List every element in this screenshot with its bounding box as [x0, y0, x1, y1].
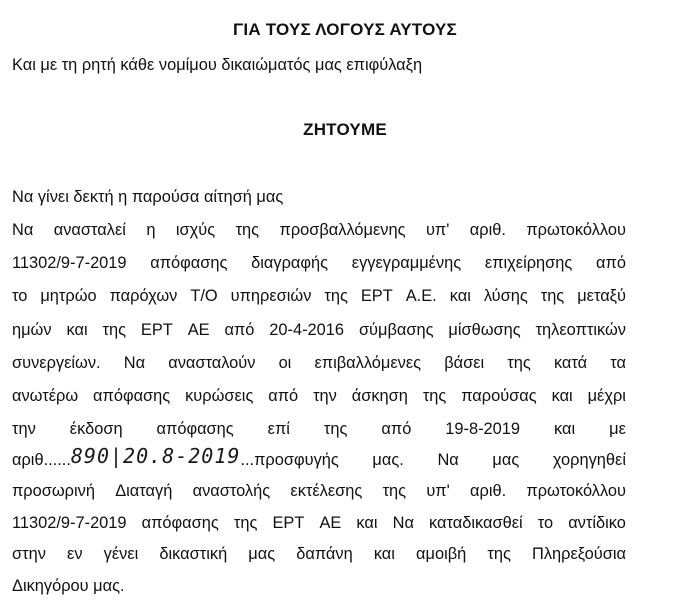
text-line — [12, 481, 626, 501]
word: ισχύς — [175, 221, 216, 239]
word: και — [373, 545, 395, 563]
word: αναστολής — [192, 482, 271, 500]
word: διαγραφής — [251, 254, 329, 273]
document-title: ΓΙΑ ΤΟΥΣ ΛΟΓΟΥΣ ΑΥΤΟΥΣ — [233, 20, 457, 39]
reservation-line: Και με τη ρητή κάθε νομίμου δικαιώματός μας επιφύλαξη — [12, 56, 423, 74]
text-line — [12, 386, 626, 406]
word: υπ' — [425, 221, 450, 239]
word: ανασταλεί — [53, 221, 126, 239]
word: δικαστική — [159, 545, 228, 563]
arith-prefix: αριθ — [12, 451, 44, 469]
word: εν — [67, 545, 83, 563]
word: της — [422, 387, 447, 405]
arith-word-1: μας. — [372, 451, 404, 469]
word: άσκηση — [351, 387, 408, 405]
word: ΕΡΤ — [140, 320, 173, 339]
word: 19-8-2019 — [445, 420, 521, 439]
word: επιχείρησης — [484, 254, 573, 273]
word: την — [12, 420, 36, 439]
word: της — [102, 320, 126, 339]
word: με — [609, 420, 626, 439]
word: υπ' — [426, 482, 450, 500]
word: μέχρι — [587, 387, 626, 405]
word: ΑΕ — [187, 320, 210, 339]
word: παρούσας — [461, 387, 537, 405]
arith-word-4: χορηγηθεί — [552, 451, 626, 469]
word: η — [146, 221, 156, 239]
text-line — [12, 286, 626, 306]
arith-segment — [12, 444, 339, 470]
word: υπηρεσιών — [230, 287, 312, 306]
word: πρωτοκόλλου — [526, 482, 626, 500]
word: γένει — [103, 545, 139, 563]
word: ημών — [12, 320, 52, 339]
word: της — [324, 287, 348, 306]
word: και — [551, 387, 573, 405]
word: επί — [267, 420, 290, 439]
word: απόφασης — [156, 420, 234, 439]
word: προσβαλλόμενης — [279, 221, 406, 239]
text-line — [12, 513, 626, 533]
word: εγγεγραμμένης — [351, 254, 462, 273]
word: της — [507, 353, 531, 372]
word: κατά — [553, 353, 588, 372]
word: από — [224, 320, 255, 339]
word: σύμβασης — [358, 320, 434, 339]
dots-after: ... — [240, 451, 255, 469]
word: στην — [12, 545, 46, 563]
word: Α.Ε. — [405, 287, 437, 306]
word: συνεργείων. — [12, 353, 101, 372]
word: κυρώσεις — [185, 387, 254, 405]
word: της — [233, 513, 258, 532]
word: και — [449, 287, 471, 306]
word: αμοιβή — [416, 545, 467, 563]
word: μας — [248, 545, 276, 563]
word: απόφασης — [150, 254, 228, 273]
word: ανωτέρω — [12, 387, 79, 405]
word: αριθ. — [470, 482, 507, 500]
word: της — [487, 545, 511, 563]
word: από — [596, 254, 626, 273]
word: Να — [12, 221, 34, 239]
word: ΕΡΤ — [360, 287, 393, 306]
word: λύσης — [483, 287, 528, 306]
word: τηλεοπτικών — [535, 320, 626, 339]
word: 11302/9-7-2019 — [12, 254, 127, 273]
word: οι — [278, 353, 292, 372]
word: και — [66, 320, 88, 339]
text-line — [12, 253, 626, 273]
word: το — [537, 513, 554, 532]
word: 20-4-2016 — [269, 320, 345, 339]
word: Να — [123, 353, 146, 372]
word: απόφασης — [141, 513, 219, 532]
word: πρωτοκόλλου — [526, 221, 626, 239]
word: επιβαλλόμενες — [314, 353, 422, 372]
word: βάσει — [444, 353, 485, 372]
word: Διαταγή — [115, 482, 173, 500]
word: της — [235, 221, 260, 239]
word: της — [382, 482, 407, 500]
word: μίσθωσης — [448, 320, 521, 339]
arith-word-3: μας — [492, 451, 520, 469]
text-line — [12, 320, 626, 340]
word: και — [554, 420, 576, 439]
section-heading: ΖΗΤΟΥΜΕ — [303, 120, 387, 139]
word: ανασταλούν — [168, 353, 256, 372]
word: της — [540, 287, 565, 306]
word: απόφασης — [93, 387, 171, 405]
word: προσωρινή — [12, 482, 95, 500]
word: Τ/Ο — [190, 287, 218, 306]
word: από — [268, 387, 299, 405]
arith-line — [12, 444, 626, 470]
word: έκδοση — [69, 420, 123, 439]
word: αριθ. — [469, 221, 506, 239]
arith-word-0: προσφυγής — [254, 451, 339, 469]
dots-before: ...... — [43, 451, 71, 469]
word: το — [12, 287, 28, 306]
text-line — [12, 544, 626, 564]
word: από — [381, 420, 412, 439]
closing-line: Δικηγόρου μας. — [12, 577, 125, 595]
word: και — [356, 513, 378, 532]
word: την — [313, 387, 337, 405]
word: εκτέλεσης — [290, 482, 363, 500]
word: της — [323, 420, 348, 439]
word: Πληρεξούσια — [532, 545, 626, 563]
word: μεταξύ — [577, 287, 626, 306]
word: Να — [392, 513, 414, 532]
word: παρόχων — [109, 287, 178, 306]
word: μητρώο — [40, 287, 97, 306]
word: ΕΡΤ — [272, 513, 305, 532]
handwritten-number: 890|20.8-2019 — [70, 444, 241, 468]
text-line — [12, 220, 626, 240]
word: 11302/9-7-2019 — [12, 513, 127, 532]
word: ΑΕ — [319, 513, 342, 532]
word: δαπάνη — [296, 545, 353, 563]
word: τα — [610, 353, 626, 372]
text-line — [12, 419, 626, 439]
text-line — [12, 353, 626, 373]
intro-line: Να γίνει δεκτή η παρούσα αίτησή μας — [12, 188, 284, 206]
arith-word-2: Να — [437, 451, 459, 469]
word: καταδικασθεί — [429, 513, 523, 532]
word: αντίδικο — [568, 513, 626, 532]
